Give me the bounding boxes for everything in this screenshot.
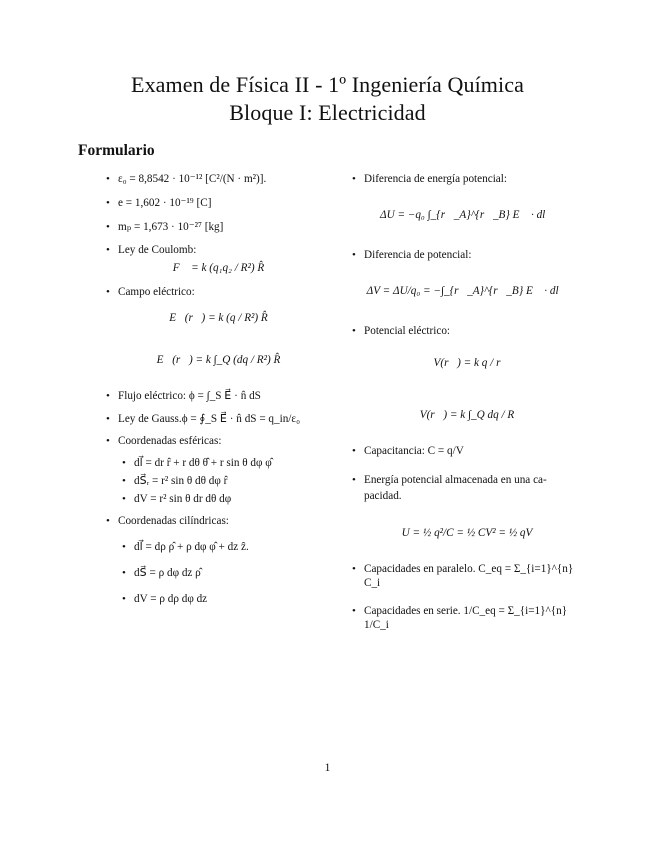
potential-equation-distribution: V(r⃗) = k ∫_Q dq / R xyxy=(419,409,515,421)
title-line-2: Bloque I: Electricidad xyxy=(229,100,426,125)
cylindrical-dv: • dV = ρ dρ dφ dz xyxy=(122,592,331,606)
energy-difference-equation: ΔU = −q₀ ∫_{r⃗_A}^{r⃗_B} E⃗ · dl⃗ xyxy=(380,209,554,221)
section-title: Formulario xyxy=(78,142,155,159)
flux-item: • Flujo eléctrico: ϕ = ∫_S E⃗ · n̂ dS xyxy=(106,389,331,403)
potential-difference-item: • Diferencia de potencial: xyxy=(352,248,582,262)
electric-potential-item: • Potencial eléctrico: xyxy=(352,324,582,338)
page-number: 1 xyxy=(324,762,331,774)
coulomb-item: • Ley de Coulomb: xyxy=(106,243,331,257)
proton-mass-item: • mₚ = 1,673 · 10⁻²⁷ [kg] xyxy=(106,220,331,234)
eps0-item: • ε₀ = 8,8542 · 10⁻¹² [C²/(N · m²)]. xyxy=(106,172,331,186)
left-column xyxy=(106,170,331,606)
title-line-1: Examen de Física II - 1º Ingeniería Química xyxy=(131,72,524,97)
gauss-item: • Ley de Gauss.ϕ = ∮_S E⃗ · n̂ dS = q_in/ε₀ xyxy=(106,412,331,426)
spherical-ds: • dS⃗ᵣ = r² sin θ dθ dφ r̂ xyxy=(122,474,331,488)
field-equation-point: E⃗(r⃗) = k (q / R²) R̂ xyxy=(169,312,268,324)
cylindrical-ds: • dS⃗ = ρ dφ dz ρ̂ xyxy=(122,566,331,580)
coulomb-equation: F⃗ = k (q₁q₂ / R²) R̂ xyxy=(172,262,265,274)
capacitance-item: • Capacitancia: C = q/V xyxy=(352,444,582,458)
electron-charge-item: • e = 1,602 · 10⁻¹⁹ [C] xyxy=(106,196,331,210)
spherical-dv: • dV = r² sin θ dr dθ dφ xyxy=(122,492,331,506)
right-column xyxy=(352,170,582,632)
stored-energy-item: • Energía potencial almacenada en una ca-pacidad. xyxy=(352,472,582,504)
electric-field-item: • Campo eléctrico: xyxy=(106,285,331,299)
cylindrical-dl: • dl⃗ = dρ ρ̂ + ρ dφ φ̂ + dz ẑ. xyxy=(122,540,331,554)
potential-equation-point: V(r⃗) = k q / r xyxy=(433,357,501,369)
stored-energy-equation: U = ½ q²/C = ½ CV² = ½ qV xyxy=(401,527,533,539)
series-item: • Capacidades en serie. 1/C_eq = Σ_{i=1}^{n} 1/C_i xyxy=(352,604,582,632)
spherical-dl: • dl⃗ = dr r̂ + r dθ θ̂ + r sin θ dφ φ̂ xyxy=(122,456,331,470)
field-equation-distribution: E⃗(r⃗) = k ∫_Q (dq / R²) R̂ xyxy=(156,354,281,366)
spherical-coords-item: • Coordenadas esféricas: xyxy=(106,434,331,448)
parallel-item: • Capacidades en paralelo. C_eq = Σ_{i=1}^{n} C_i xyxy=(352,562,582,590)
potential-difference-equation: ΔV = ΔU/q₀ = −∫_{r⃗_A}^{r⃗_B} E⃗ · dl⃗ xyxy=(366,285,568,297)
cylindrical-coords-item: • Coordenadas cilíndricas: xyxy=(106,514,331,528)
energy-difference-item: • Diferencia de energía potencial: xyxy=(352,172,582,186)
